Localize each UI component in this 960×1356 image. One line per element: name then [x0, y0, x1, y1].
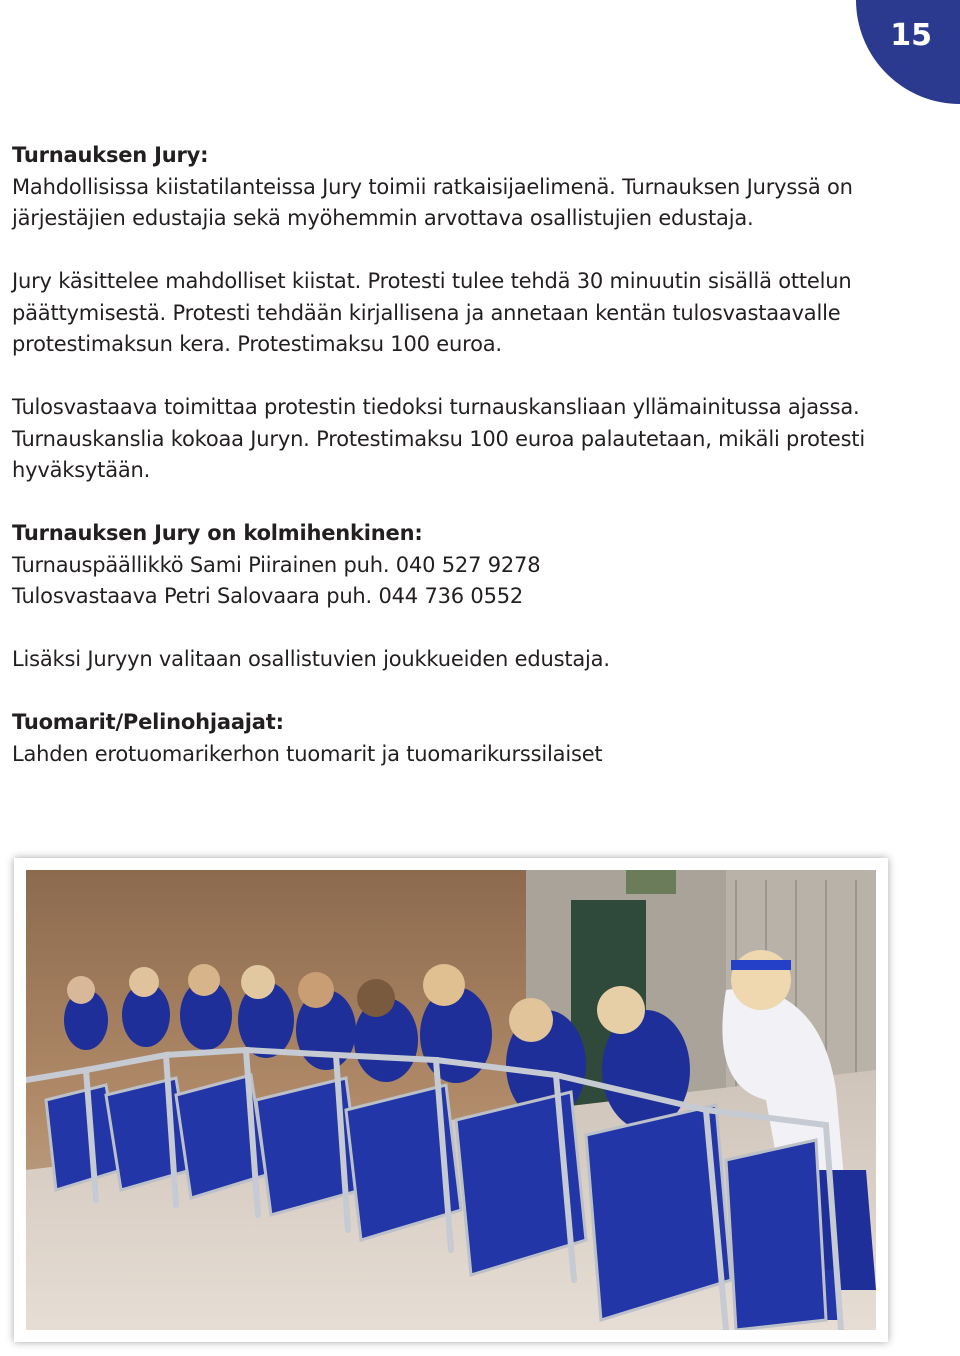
photo-frame — [14, 858, 888, 1342]
jury-text-line: järjestäjien edustajia sekä myöhemmin arvottava osallistujien edustaja. — [12, 206, 754, 230]
referees-text: Lahden erotuomarikerhon tuomarit ja tuomarikurssilaiset — [12, 741, 603, 766]
jury-heading: Turnauksen Jury: — [12, 143, 209, 167]
spinning-bikes-photo — [26, 870, 876, 1330]
jury-members-heading: Turnauksen Jury on kolmihenkinen: — [12, 521, 423, 545]
jury-text-line: Mahdollisissa kiistatilanteissa Jury toimii ratkaisijaelimenä. Turnauksen Juryssä on — [12, 174, 853, 199]
jury-extra-line: Lisäksi Juryyn valitaan osallistuvien joukkueiden edustaja. — [12, 647, 610, 671]
page-content — [12, 140, 912, 770]
results-text-line: hyväksytään. — [12, 458, 151, 482]
results-text-line: Tulosvastaava toimittaa protestin tiedoksi turnauskansliaan yllämainitussa ajassa. — [12, 395, 860, 419]
protest-text-line: Jury käsittelee mahdolliset kiistat. Protesti tulee tehdä 30 minuutin sisällä ottelun — [12, 269, 852, 293]
protest-text-line: protestimaksun kera. Protestimaksu 100 euroa. — [12, 332, 502, 356]
jury-member-line: Tulosvastaava Petri Salovaara puh. 044 736 0552 — [12, 584, 524, 608]
protest-text-line: päättymisestä. Protesti tehdään kirjallisena ja annetaan kentän tulosvastaavalle — [12, 300, 841, 325]
referees-heading: Tuomarit/Pelinohjaajat: — [12, 710, 284, 734]
page-number-badge — [856, 0, 960, 104]
jury-member-line: Turnauspäällikkö Sami Piirainen puh. 040 527 9278 — [12, 552, 541, 577]
results-text-line: Turnauskanslia kokoaa Juryn. Protestimaksu 100 euroa palautetaan, mikäli protesti — [12, 426, 865, 451]
page-number: 15 — [890, 18, 932, 53]
